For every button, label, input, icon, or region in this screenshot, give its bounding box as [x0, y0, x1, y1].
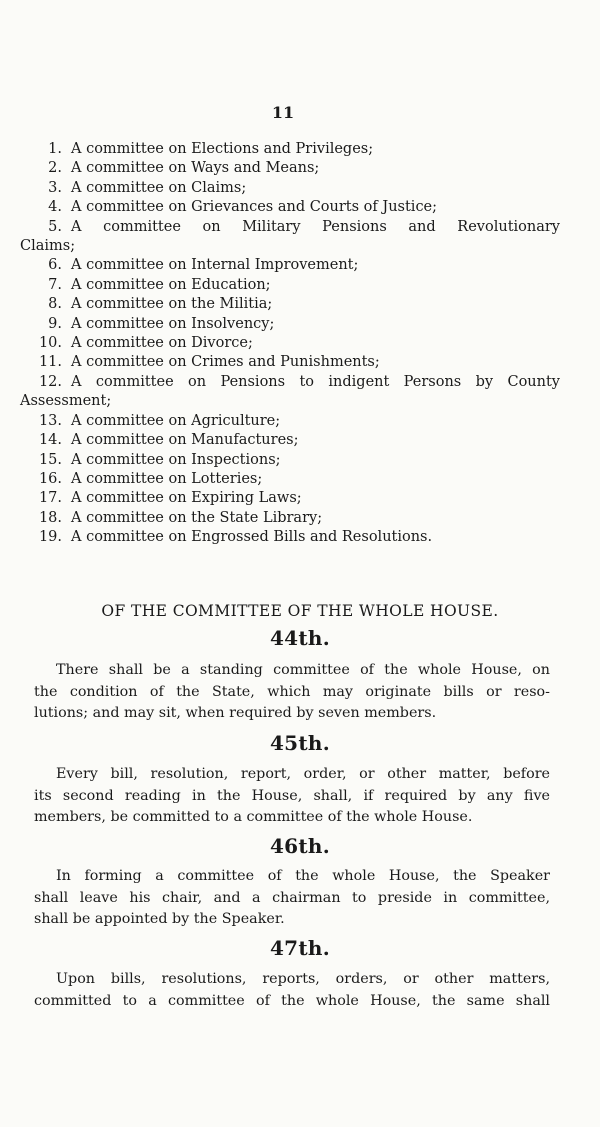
list-item [20, 528, 560, 547]
item-text: A committee on Education; [71, 276, 271, 293]
item-text: A committee on Internal Improvement; [71, 257, 359, 274]
paragraph-line: shall be appointed by the Speaker. [34, 911, 285, 927]
item-number: 10. [38, 335, 62, 352]
paragraph-line: Upon bills, resolutions, reports, orders, or other matters, [56, 971, 550, 987]
item-text: A committee on Agriculture; [71, 412, 281, 429]
rule-paragraph [34, 764, 550, 829]
list-item [20, 431, 560, 450]
item-number: 7. [48, 276, 62, 293]
item-text: A committee on Manufactures; [71, 432, 299, 449]
item-text: A committee on Claims; [71, 179, 247, 196]
list-item [20, 179, 560, 198]
paragraph-line: shall leave his chair, and a chairman to preside in committee, [34, 889, 550, 906]
list-item [20, 334, 560, 353]
item-text: A committee on Pensions to indigent Persons by County [71, 373, 560, 390]
item-number: 16. [38, 470, 62, 487]
item-number: 8. [48, 296, 62, 313]
item-text: A committee on Lotteries; [71, 470, 263, 487]
item-text: A committee on Grievances and Courts of Justice; [71, 199, 438, 216]
item-text: A committee on Divorce; [71, 335, 253, 352]
item-number: 5. [48, 218, 62, 235]
list-item [20, 140, 560, 159]
item-text: A committee on Expiring Laws; [71, 490, 302, 507]
list-item [20, 373, 560, 392]
list-item [20, 159, 560, 178]
item-text: A committee on Crimes and Punishments; [71, 354, 380, 371]
item-number: 19. [38, 529, 62, 546]
list-item [20, 276, 560, 295]
list-item [20, 218, 560, 237]
paragraph-line: members, be committed to a committee of the whole House. [34, 809, 473, 825]
item-text: A committee on Military Pensions and Revolutionary [71, 218, 560, 235]
list-item [20, 451, 560, 470]
paragraph-line: Every bill, resolution, report, order, or other matter, before [56, 766, 550, 782]
section-title: OF THE COMMITTEE OF THE WHOLE HOUSE. [101, 602, 499, 620]
item-number: 14. [38, 432, 62, 449]
item-text: A committee on Engrossed Bills and Resolutions. [71, 529, 433, 546]
paragraph-line: committed to a committee of the whole House, the same shall [34, 992, 550, 1009]
item-number: 2. [48, 160, 62, 177]
paragraph-line: lutions; and may sit, when required by seven members. [34, 705, 437, 721]
item-number: 1. [48, 141, 62, 157]
rule-number: 47th. [269, 936, 331, 960]
committee-list [20, 140, 560, 548]
list-item [20, 509, 560, 528]
item-number: 15. [38, 451, 62, 468]
item-continuation: Assessment; [20, 393, 112, 410]
item-text: A committee on the Militia; [71, 296, 273, 313]
item-number: 12. [38, 373, 62, 390]
page-number: 11 [271, 103, 295, 122]
item-text: A committee on Insolvency; [71, 315, 275, 332]
item-number: 9. [48, 315, 62, 332]
item-number: 13. [38, 412, 62, 429]
list-item [20, 256, 560, 275]
item-number: 3. [48, 179, 62, 196]
item-number: 6. [48, 257, 62, 274]
list-item [20, 295, 560, 314]
paragraph-line: In forming a committee of the whole House, the Speaker [56, 868, 550, 884]
rule-number: 44th. [269, 626, 331, 650]
item-text: A committee on Inspections; [71, 451, 281, 468]
item-text: A committee on the State Library; [71, 509, 323, 526]
paragraph-line: There shall be a standing committee of the whole House, on [56, 662, 550, 678]
item-number: 4. [48, 199, 62, 216]
item-text: A committee on Elections and Privileges; [71, 141, 374, 157]
item-continuation: Claims; [20, 238, 76, 255]
rule-number: 46th. [269, 834, 331, 858]
list-item [20, 489, 560, 508]
list-item [20, 353, 560, 372]
paragraph-line: the condition of the State, which may originate bills or reso- [34, 683, 550, 700]
rule-number: 45th. [269, 731, 331, 755]
rule-paragraph [34, 660, 550, 725]
list-item [20, 412, 560, 431]
paragraph-line: its second reading in the House, shall, if required by any five [34, 787, 550, 804]
list-item [20, 470, 560, 489]
item-text: A committee on Ways and Means; [71, 160, 320, 177]
rule-paragraph [34, 866, 550, 931]
list-item [20, 198, 560, 217]
item-number: 17. [38, 490, 62, 507]
item-number: 11. [38, 354, 62, 371]
rule-paragraph [34, 969, 550, 1012]
list-item [20, 315, 560, 334]
item-number: 18. [38, 509, 62, 526]
